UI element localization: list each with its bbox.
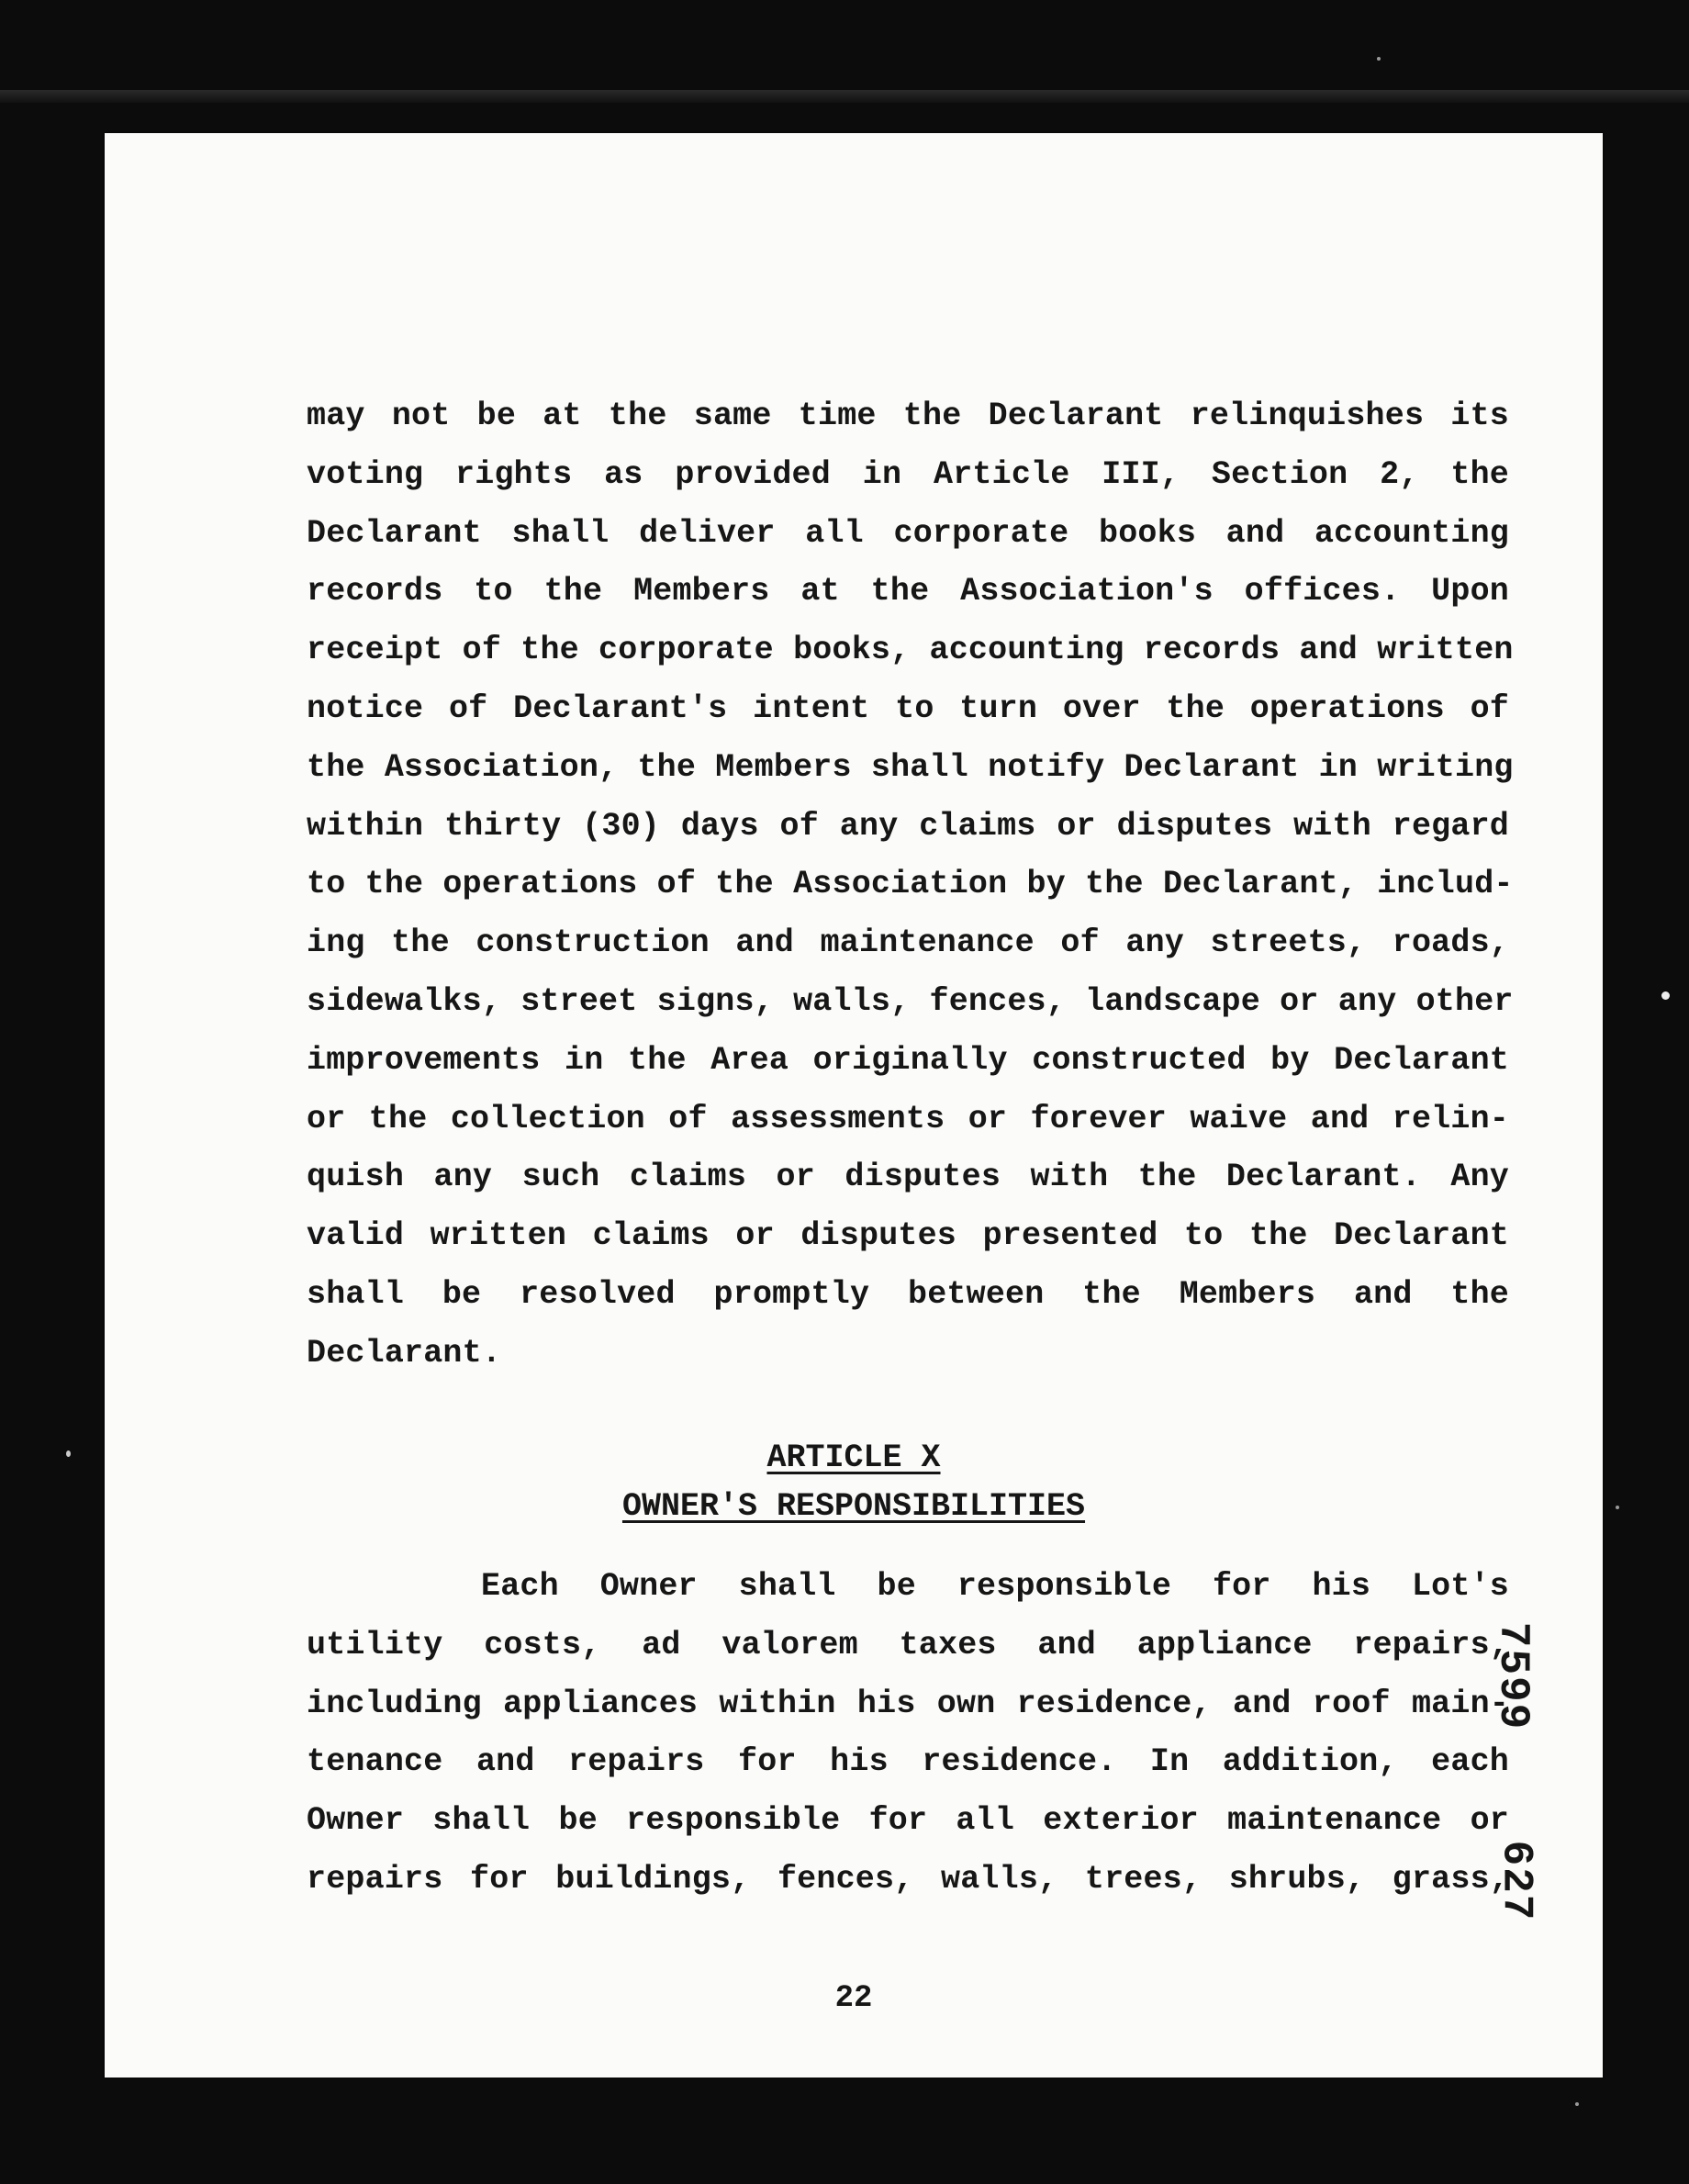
- document-page: [105, 133, 1603, 2078]
- text-line: valid written claims or disputes presented to the Declarant: [307, 1217, 1509, 1255]
- article-x-paragraph: [307, 1558, 1509, 1910]
- article-subheading: [105, 1488, 1603, 1525]
- article-heading: [105, 1439, 1603, 1476]
- text-line: Owner shall be responsible for all exterior maintenance or: [307, 1802, 1509, 1840]
- scan-speck: [1575, 2102, 1579, 2106]
- margin-stamp-volume: 7599: [1489, 1621, 1538, 1731]
- scan-speck: [1661, 991, 1670, 1000]
- text-line: Each Owner shall be responsible for his Lot's: [481, 1568, 1509, 1605]
- text-line: receipt of the corporate books, accounting records and written: [307, 632, 1514, 669]
- text-line: improvements in the Area originally constructed by Declarant: [307, 1041, 1509, 1079]
- text-line: utility costs, ad valorem taxes and appliance repairs,: [307, 1626, 1509, 1663]
- scan-speck: [66, 1450, 71, 1457]
- scan-speck: [1616, 1506, 1619, 1509]
- text-line: to the operations of the Association by the Declarant, includ-: [307, 866, 1514, 903]
- paragraph-continuation: [307, 387, 1514, 1383]
- page-number: 22: [834, 1981, 873, 2016]
- text-line: records to the Members at the Association's offices. Upon: [307, 573, 1509, 610]
- text-line: shall be resolved promptly between the Members and the: [307, 1275, 1509, 1313]
- text-line: including appliances within his own residence, and roof main-: [307, 1685, 1509, 1722]
- scan-speck: [1377, 57, 1381, 61]
- text-line: Declarant shall deliver all corporate books and accounting: [307, 514, 1509, 552]
- margin-stamp-page: 627: [1492, 1840, 1540, 1922]
- text-line: Declarant.: [307, 1334, 502, 1372]
- text-line: ing the construction and maintenance of any streets, roads,: [307, 924, 1509, 962]
- text-line: within thirty (30) days of any claims or disputes with regard: [307, 807, 1509, 845]
- text-line: the Association, the Members shall notify Declarant in writing: [307, 748, 1514, 786]
- article-heading-text: ARTICLE X: [766, 1439, 941, 1476]
- text-line: quish any such claims or disputes with the Declarant. Any: [307, 1159, 1509, 1196]
- text-line: notice of Declarant's intent to turn over the operations of: [307, 689, 1509, 727]
- text-line: may not be at the same time the Declarant relinquishes its: [307, 398, 1509, 434]
- text-line: voting rights as provided in Article III, Section 2, the: [307, 455, 1509, 493]
- text-line: repairs for buildings, fences, walls, trees, shrubs, grass,: [307, 1860, 1509, 1898]
- text-line: or the collection of assessments or forever waive and relin-: [307, 1100, 1509, 1137]
- scanner-edge-strip: [0, 90, 1689, 103]
- article-subheading-text: OWNER'S RESPONSIBILITIES: [621, 1488, 1086, 1525]
- text-line: sidewalks, street signs, walls, fences, landscape or any other: [307, 982, 1514, 1020]
- text-line: tenance and repairs for his residence. In addition, each: [307, 1743, 1509, 1781]
